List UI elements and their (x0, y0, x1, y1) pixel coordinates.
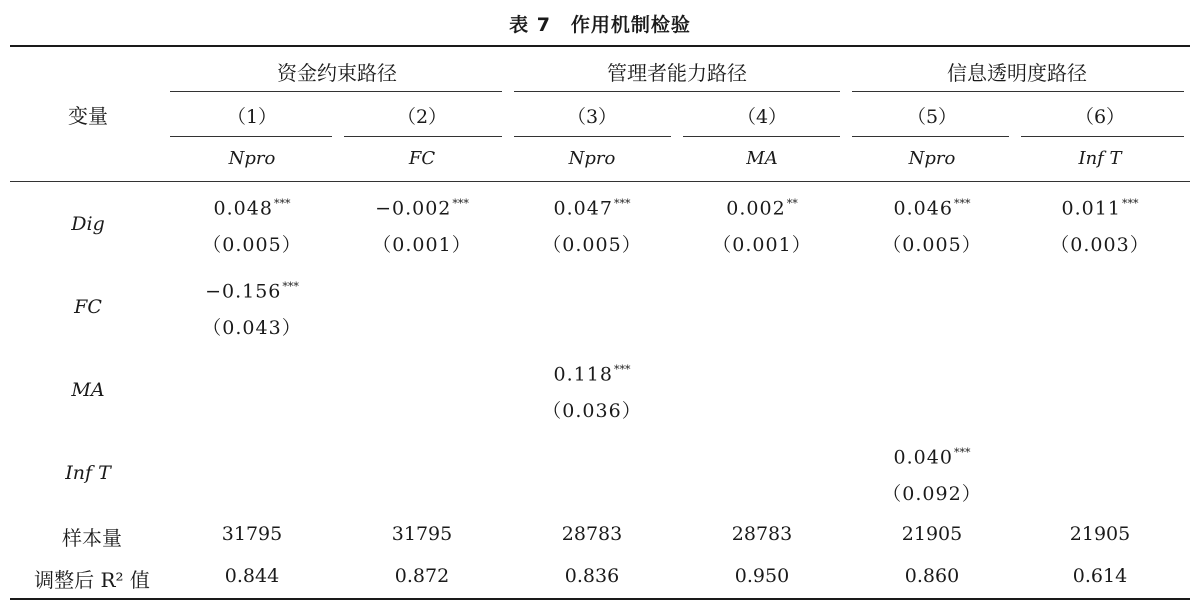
coefficient-cell: 0.011*** (1061, 197, 1139, 220)
adjusted-r2-label: 调整后 R² 值 (34, 568, 150, 592)
std-error-cell: （0.003） (1050, 234, 1150, 256)
column-rule (852, 136, 1009, 137)
group-header-manager: 管理者能力路径 (607, 61, 747, 85)
adjusted-r2-value: 0.872 (394, 565, 450, 587)
dependent-variable: MA (746, 148, 778, 169)
group-rule-manager (514, 91, 840, 92)
row-label-fc: FC (74, 296, 102, 318)
sample-size-value: 21905 (1069, 523, 1131, 545)
coefficient-cell: 0.118*** (553, 363, 631, 386)
sample-size-label: 样本量 (62, 526, 122, 550)
std-error-cell: （0.001） (372, 234, 472, 256)
adjusted-r2-value: 0.614 (1072, 565, 1128, 587)
row-label-inf-t: Inf T (65, 462, 111, 484)
sample-size-value: 31795 (221, 523, 283, 545)
adjusted-r2-value: 0.844 (224, 565, 280, 587)
table-title: 表 7 作用机制检验 (509, 14, 691, 36)
dependent-variable: Npro (568, 148, 616, 169)
header-bottom-rule (10, 181, 1190, 182)
sample-size-value: 28783 (561, 523, 623, 545)
column-rule (683, 136, 840, 137)
coefficient-cell: 0.046*** (893, 197, 971, 220)
variable-header: 变量 (68, 104, 108, 128)
dependent-variable: Npro (228, 148, 276, 169)
dependent-variable: Npro (908, 148, 956, 169)
dependent-variable: FC (408, 148, 436, 169)
std-error-cell: （0.036） (542, 400, 642, 422)
column-number: （1） (226, 106, 278, 128)
column-number: （3） (566, 106, 618, 128)
column-number: （4） (736, 106, 788, 128)
adjusted-r2-value: 0.950 (734, 565, 790, 587)
coefficient-cell: −0.156*** (205, 280, 299, 303)
sample-size-value: 28783 (731, 523, 793, 545)
column-rule (344, 136, 502, 137)
sample-size-value: 21905 (901, 523, 963, 545)
column-rule (514, 136, 671, 137)
bottom-rule (10, 598, 1190, 600)
column-number: （6） (1074, 106, 1126, 128)
group-rule-capital (170, 91, 502, 92)
group-rule-transparency (852, 91, 1184, 92)
coefficient-cell: 0.040*** (893, 446, 971, 469)
coefficient-cell: 0.048*** (213, 197, 291, 220)
column-number: （5） (906, 106, 958, 128)
column-rule (1021, 136, 1184, 137)
column-number: （2） (396, 106, 448, 128)
row-label-dig: Dig (71, 213, 105, 235)
std-error-cell: （0.005） (202, 234, 302, 256)
dependent-variable: Inf T (1078, 148, 1122, 169)
std-error-cell: （0.092） (882, 483, 982, 505)
coefficient-cell: 0.047*** (553, 197, 631, 220)
std-error-cell: （0.005） (882, 234, 982, 256)
adjusted-r2-value: 0.860 (904, 565, 960, 587)
row-label-ma: MA (71, 379, 105, 401)
adjusted-r2-value: 0.836 (564, 565, 620, 587)
sample-size-value: 31795 (391, 523, 453, 545)
group-header-capital: 资金约束路径 (277, 61, 397, 85)
coefficient-cell: 0.002** (726, 197, 798, 220)
column-rule (170, 136, 332, 137)
top-rule (10, 45, 1190, 47)
group-header-transparency: 信息透明度路径 (947, 61, 1087, 85)
coefficient-cell: −0.002*** (375, 197, 469, 220)
std-error-cell: （0.005） (542, 234, 642, 256)
std-error-cell: （0.043） (202, 317, 302, 339)
std-error-cell: （0.001） (712, 234, 812, 256)
